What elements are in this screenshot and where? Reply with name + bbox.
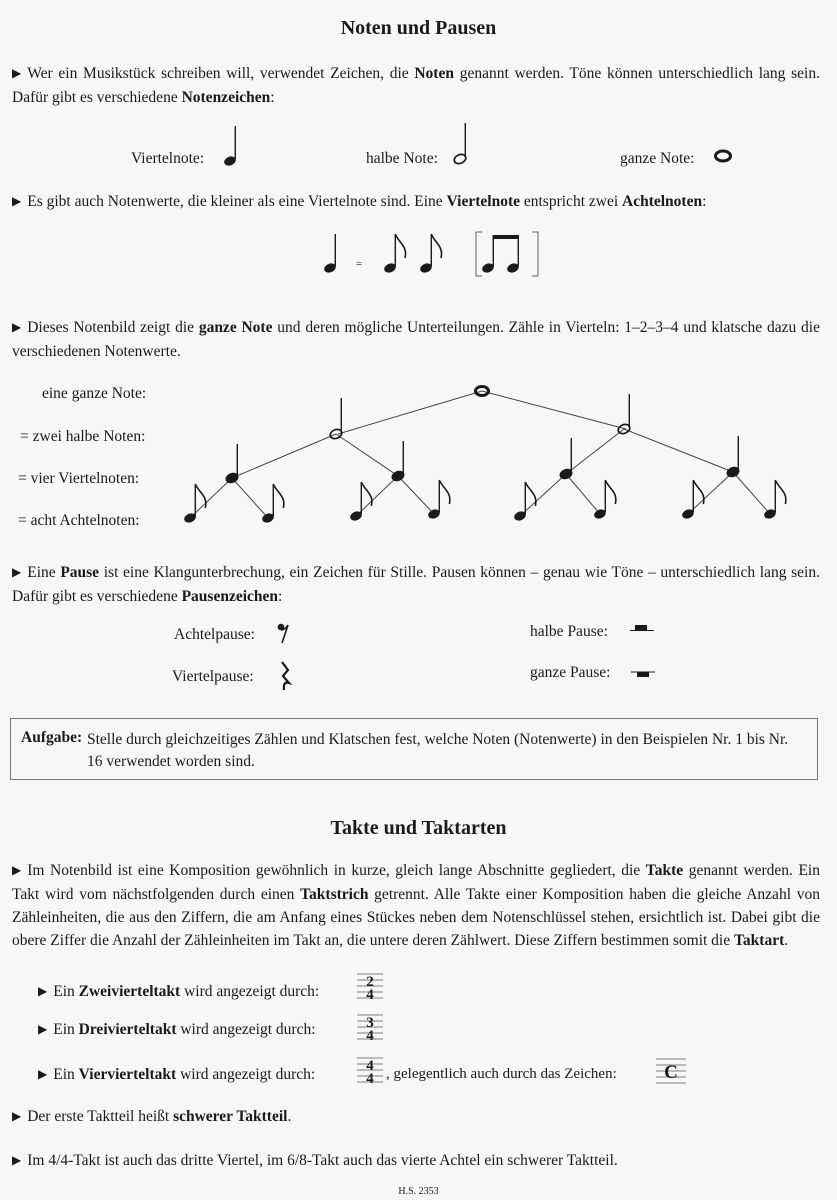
half-note-icon <box>329 398 343 440</box>
time-sig-line-4-4: ▶ Ein Viervierteltakt wird angezeigt durch: <box>38 1066 316 1083</box>
eighth-note-icon <box>681 480 704 520</box>
quarter-rest-icon <box>278 661 292 693</box>
eighth-rest-icon <box>276 622 290 644</box>
heavy-beat-line-2: ▶ Im 4/4-Takt ist auch das dritte Viertel, im 6/8-Takt auch das vierte Achtel ein schwerer Taktteil. <box>12 1149 820 1173</box>
eighth-note-icon <box>427 480 450 520</box>
bullet-triangle-icon: ▶ <box>12 194 22 208</box>
time-sig-line-3-4: ▶ Ein Dreivierteltakt wird angezeigt durch: <box>38 1021 316 1038</box>
whole-note-label: ganze Note: <box>620 150 695 167</box>
whole-rest-label: ganze Pause: <box>530 664 611 681</box>
quarter-note-icon <box>726 436 740 478</box>
eighth-rest-label: Achtelpause: <box>174 626 255 643</box>
time-signature-4-4-icon <box>357 1054 383 1090</box>
half-note-label: halbe Note: <box>366 150 438 167</box>
heavy-beat-line: ▶ Der erste Taktteil heißt schwerer Taktteil. <box>12 1105 820 1129</box>
bullet-triangle-icon: ▶ <box>38 1022 48 1036</box>
svg-text:4: 4 <box>366 1028 374 1044</box>
svg-text:4: 4 <box>366 1058 374 1074</box>
svg-text:4: 4 <box>366 1071 374 1087</box>
eighths-paragraph: ▶ Es gibt auch Notenwerte, die kleiner als eine Viertelnote sind. Eine Viertelnote entspricht zwei Achtelnoten: <box>12 190 820 214</box>
time-sig-line-2-4: ▶ Ein Zweivierteltakt wird angezeigt durch: <box>38 983 320 1000</box>
whole-rest-icon <box>631 670 657 682</box>
svg-text:2: 2 <box>366 974 374 990</box>
tree-label-quarters: = vier Viertelnoten: <box>18 470 140 487</box>
tree-label-halves: = zwei halbe Noten: <box>20 428 146 445</box>
bullet-triangle-icon: ▶ <box>38 1067 48 1081</box>
half-rest-label: halbe Pause: <box>530 623 608 640</box>
bullet-triangle-icon: ▶ <box>38 984 48 998</box>
section-title-notes-rests: Noten und Pausen <box>340 17 497 39</box>
half-rest-icon <box>630 624 656 636</box>
eighth-note-icon <box>261 484 284 524</box>
task-label: Aufgabe: <box>21 729 83 746</box>
pause-paragraph: ▶ Eine Pause ist eine Klangunterbrechung, ein Zeichen für Stille. Pausen können – genau wie Töne – unterschiedlich lang sein. Dafür gibt es verschiedene Pausenzeichen: <box>12 561 820 608</box>
quarter-note-label: Viertelnote: <box>131 150 205 167</box>
task-box <box>10 718 818 780</box>
eighth-note-icon <box>593 480 616 520</box>
page-footer: H.S. 2353 <box>398 1186 439 1197</box>
svg-text:3: 3 <box>366 1015 374 1031</box>
section-title-bars-meters: Takte und Taktarten <box>330 817 507 839</box>
tree-label-whole: eine ganze Note: <box>42 385 147 402</box>
bullet-triangle-icon: ▶ <box>12 320 22 334</box>
eighth-note-icon <box>349 482 372 522</box>
bullet-triangle-icon: ▶ <box>12 66 22 80</box>
bullet-triangle-icon: ▶ <box>12 1153 22 1167</box>
common-time-text: , gelegentlich auch durch das Zeichen: <box>386 1066 617 1082</box>
time-signature-3-4-icon <box>357 1011 383 1047</box>
common-time-icon <box>656 1056 686 1086</box>
bars-paragraph: ▶ Im Notenbild ist eine Komposition gewöhnlich in kurze, gleich lange Abschnitte gegliedert, die Takte genannt werden. Ein Takt wird vom nächstfolgenden durch einen Taktstrich getrennt. Alle Takte einer Komposition haben die gleiche Anzahl von Zähleinheiten, die aus den Ziffern, die am Anfang eines Stückes neben dem Notenschlüssel stehen, ersichtlich ist. Dabei gibt die obere Ziffer die Anzahl der Zähleinheiten im Takt an, die untere deren Zählwert. Diese Ziffern bestimmen somit die Taktart. <box>12 859 820 952</box>
tree-paragraph: ▶ Dieses Notenbild zeigt die ganze Note und deren mögliche Unterteilungen. Zähle in Vierteln: 1–2–3–4 und klatsche dazu die verschiedenen Notenwerte. <box>12 316 820 363</box>
note-division-tree <box>0 0 837 540</box>
bullet-triangle-icon: ▶ <box>12 1109 22 1123</box>
quarter-note-icon <box>225 444 239 484</box>
bullet-triangle-icon: ▶ <box>12 863 22 877</box>
equals-sign: = <box>356 258 363 270</box>
svg-text:4: 4 <box>366 987 374 1003</box>
eighth-note-icon <box>763 480 786 520</box>
quarter-note-icon <box>391 441 405 482</box>
eighth-note-icon <box>513 482 536 522</box>
eighth-note-icon <box>183 484 206 524</box>
quarter-note-icon <box>559 438 573 480</box>
task-text: Stelle durch gleichzeitiges Zählen und Klatschen fest, welche Noten (Notenwerte) in den Beispielen Nr. 1 bis Nr. 16 verwendet worden sind. <box>87 731 789 770</box>
intro-paragraph: ▶ Wer ein Musikstück schreiben will, verwendet Zeichen, die Noten genannt werden. Töne können unterschiedlich lang sein. Dafür gibt es verschiedene Notenzeichen: <box>12 62 820 109</box>
tree-label-eighths: = acht Achtelnoten: <box>18 512 140 529</box>
quarter-rest-label: Viertelpause: <box>172 668 254 685</box>
time-signature-2-4-icon <box>357 970 383 1006</box>
bullet-triangle-icon: ▶ <box>12 565 22 579</box>
svg-text:C: C <box>664 1062 678 1083</box>
